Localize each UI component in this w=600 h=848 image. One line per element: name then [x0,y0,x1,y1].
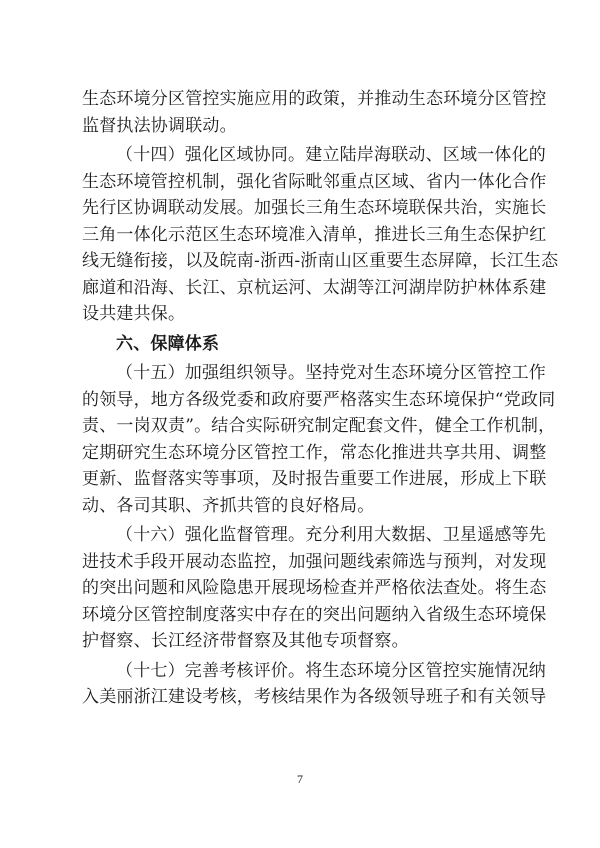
text-line [82,522,547,549]
text-line: 进技术手段开展动态监控，加强问题线索筛选与预判，对发现 [82,551,547,572]
section-lead: （十五）加强组织领导。 [116,363,306,383]
text-line: 线无缝衔接，以及皖南-浙西-浙南山区重要生态屏障，长江生态 [82,251,559,271]
text-line: 生态环境管控机制，强化省际毗邻重点区域、省内一体化合作 [82,171,547,192]
paragraph [82,142,559,328]
section-lead: （十四）强化区域协同。 [116,145,306,165]
text-line: 环境分区管控制度落实中存在的突出问题纳入省级生态环境保 [82,604,547,625]
text-line: 更新、监督落实等事项，及时报告重要工作进展，形成上下联 [82,469,547,489]
text-line: 入美丽浙江建设考核，考核结果作为各级领导班子和有关领导 [82,687,547,707]
section-lead: （十七）完善考核评价。 [116,660,306,681]
text-line: 三角一体化示范区生态环境准入清单，推进长三角生态保护红 [82,224,547,245]
text-segment: 坚持党对生态环境分区管控工作 [305,363,547,383]
text-line: 护督察、长江经济带督察及其他专项督察。 [82,631,409,651]
document-body [82,86,559,711]
text-line: 设共建共保。 [82,304,186,324]
text-line: 监督执法协调联动。 [82,115,237,136]
text-line: 定期研究生态环境分区管控工作，常态化推进共享共用、调整 [82,442,547,463]
text-line: 生态环境分区管控实施应用的政策，并推动生态环境分区管控 [82,89,547,109]
text-segment: 将生态环境分区管控实施情况纳 [305,660,547,681]
text-segment: 充分利用大数据、卫星遥感等先 [305,525,547,545]
text-line [82,142,547,169]
paragraph [82,86,547,139]
text-line: 的领导，地方各级党委和政府要严格落实生态环境保护“党政同 [82,389,556,410]
text-line: 责、一岗双责”。结合实际研究制定配套文件，健全工作机制， [82,416,556,436]
paragraph [82,658,547,711]
text-line: 的突出问题和风险隐患开展现场检查并严格依法查处。将生态 [82,578,547,598]
section-lead: （十六）强化监督管理。 [116,525,306,545]
text-segment: 建立陆岸海联动、区域一体化的 [305,145,547,165]
section-heading: 六、保障体系 [116,333,220,354]
paragraph [82,522,547,655]
text-line [82,360,547,387]
page-number: 7 [297,772,303,786]
text-line: 先行区协调联动发展。加强长三角生态环境联保共治，实施长 [82,198,547,218]
text-line: 动、各司其职、齐抓共管的良好格局。 [82,495,375,516]
text-line [82,658,547,685]
text-line: 廊道和沿海、长江、京杭运河、太湖等江河湖岸防护林体系建 [82,277,547,298]
paragraph [82,360,556,519]
